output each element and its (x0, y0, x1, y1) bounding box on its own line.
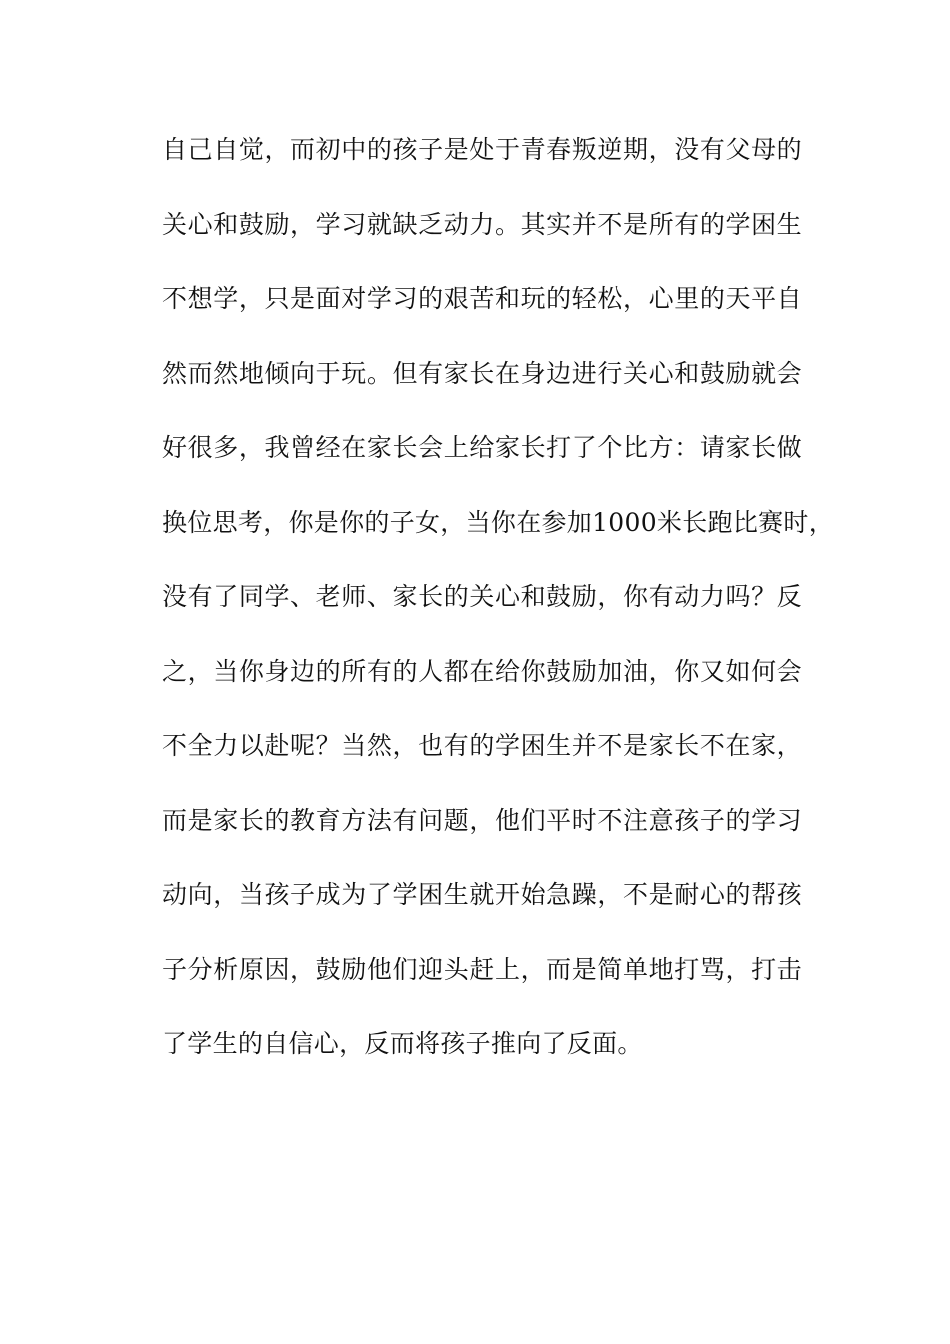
text-line-11: 动向，当孩子成为了学困生就开始急躁，不是耐心的帮孩 (162, 880, 802, 909)
text-line-9: 不全力以赴呢？当然，也有的学困生并不是家长不在家， (162, 731, 802, 760)
text-line-7: 没有了同学、老师、家长的关心和鼓励，你有动力吗？反 (162, 582, 802, 611)
text-line-4: 然而然地倾向于玩。但有家长在身边进行关心和鼓励就会 (162, 358, 802, 388)
text-line-12: 子分析原因，鼓励他们迎头赶上，而是简单地打骂，打击 (162, 954, 802, 984)
text-line-13: 了学生的自信心，反而将孩子推向了反面。 (162, 1029, 643, 1058)
text-line-8: 之，当你身边的所有的人都在给你鼓励加油，你又如何会 (162, 656, 802, 686)
text-line-5: 好很多，我曾经在家长会上给家长打了个比方：请家长做 (162, 433, 802, 462)
text-line-10: 而是家长的教育方法有问题，他们平时不注意孩子的学习 (162, 805, 802, 835)
text-line-1: 自己自觉，而初中的孩子是处于青春叛逆期，没有父母的 (162, 135, 802, 164)
text-line-6: 换位思考，你是你的子女，当你在参加1000米长跑比赛时， (162, 507, 835, 537)
body-paragraph (162, 128, 835, 1097)
text-line-2: 关心和鼓励，学习就缺乏动力。其实并不是所有的学困生 (162, 209, 802, 239)
text-line-3: 不想学，只是面对学习的艰苦和玩的轻松，心里的天平自 (162, 284, 802, 313)
